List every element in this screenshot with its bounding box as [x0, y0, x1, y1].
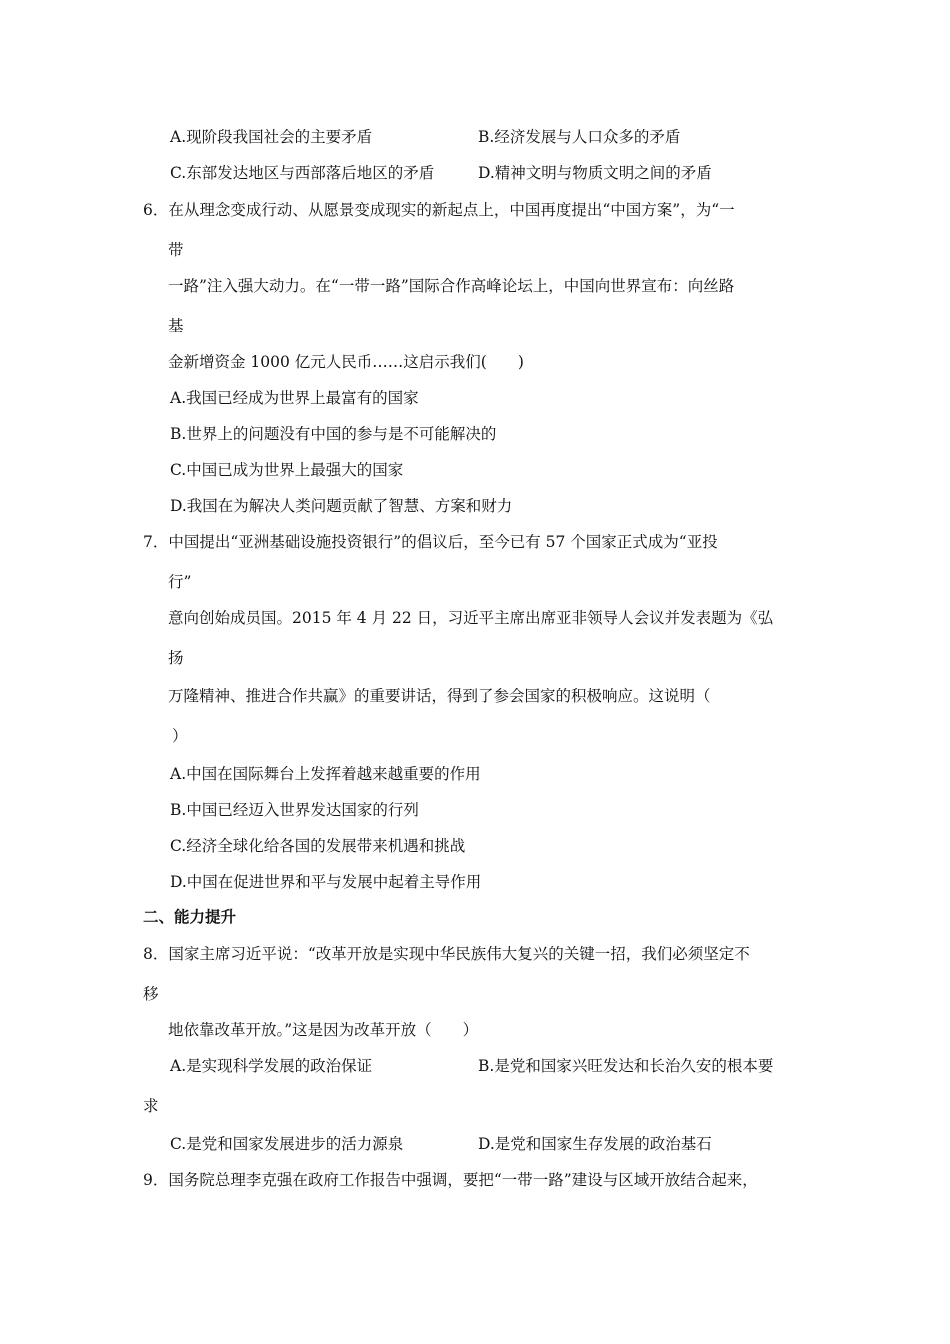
q6-stem-line: 基	[168, 317, 184, 335]
q6-option-b: B.世界上的问题没有中国的参与是不可能解决的	[170, 425, 497, 443]
q8-option-c: C.是党和国家发展进步的活力源泉	[170, 1135, 404, 1153]
q7-stem-line: 万隆精神、推进合作共赢》的重要讲话，得到了参会国家的积极响应。这说明（	[168, 687, 711, 705]
q5-option-b: B.经济发展与人口众多的矛盾	[478, 128, 681, 146]
q7-option-c: C.经济全球化给各国的发展带来机遇和挑战	[170, 837, 466, 855]
q6-option-c: C.中国已成为世界上最强大的国家	[170, 461, 404, 479]
q7-stem-line: 扬	[168, 649, 184, 667]
q7-option-a: A.中国在国际舞台上发挥着越来越重要的作用	[170, 765, 481, 783]
q6-stem-line: 带	[168, 241, 184, 259]
q8-option-b: B.是党和国家兴旺发达和长治久安的根本要	[478, 1057, 774, 1075]
q5-option-c: C.东部发达地区与西部落后地区的矛盾	[170, 164, 435, 182]
q6-stem-line: 金新增资金 1000 亿元人民币……这启示我们( )	[168, 353, 524, 371]
section-heading: 二、能力提升	[143, 908, 237, 926]
q7-option-b: B.中国已经迈入世界发达国家的行列	[170, 801, 419, 819]
q8-option-a: A.是实现科学发展的政治保证	[170, 1057, 373, 1075]
q6-option-a: A.我国已经成为世界上最富有的国家	[170, 389, 419, 407]
q8-stem-line: 移	[143, 985, 159, 1003]
q8-option-d: D.是党和国家生存发展的政治基石	[478, 1135, 712, 1153]
q8-stem-line: 地依靠改革开放。”这是因为改革开放（ ）	[168, 1021, 479, 1039]
q7-stem-line: 意向创始成员国。2015 年 4 月 22 日，习近平主席出席亚非领导人会议并发表题为《弘	[168, 609, 774, 627]
q7-stem-line: ）	[172, 727, 188, 745]
q6-stem-line: 6．在从理念变成行动、从愿景变成现实的新起点上，中国再度提出“中国方案”，为“一	[143, 201, 735, 219]
q5-option-d: D.精神文明与物质文明之间的矛盾	[478, 164, 712, 182]
q8-stem-line: 8．国家主席习近平说：“改革开放是实现中华民族伟大复兴的关键一招，我们必须坚定不	[143, 945, 750, 963]
q5-option-a: A.现阶段我国社会的主要矛盾	[170, 128, 373, 146]
q7-stem-line: 7．中国提出“亚洲基础设施投资银行”的倡议后，至今已有 57 个国家正式成为“亚投	[143, 533, 718, 551]
q7-stem-line: 行”	[168, 573, 192, 591]
q8-option-b-continued: 求	[143, 1097, 159, 1115]
q7-option-d: D.中国在促进世界和平与发展中起着主导作用	[170, 873, 482, 891]
q9-stem-line: 9．国务院总理李克强在政府工作报告中强调，要把“一带一路”建设与区域开放结合起来，	[143, 1171, 758, 1189]
q6-stem-line: 一路”注入强大动力。在“一带一路”国际合作高峰论坛上，中国向世界宣布：向丝路	[168, 277, 735, 295]
q6-option-d: D.我国在为解决人类问题贡献了智慧、方案和财力	[170, 497, 513, 515]
